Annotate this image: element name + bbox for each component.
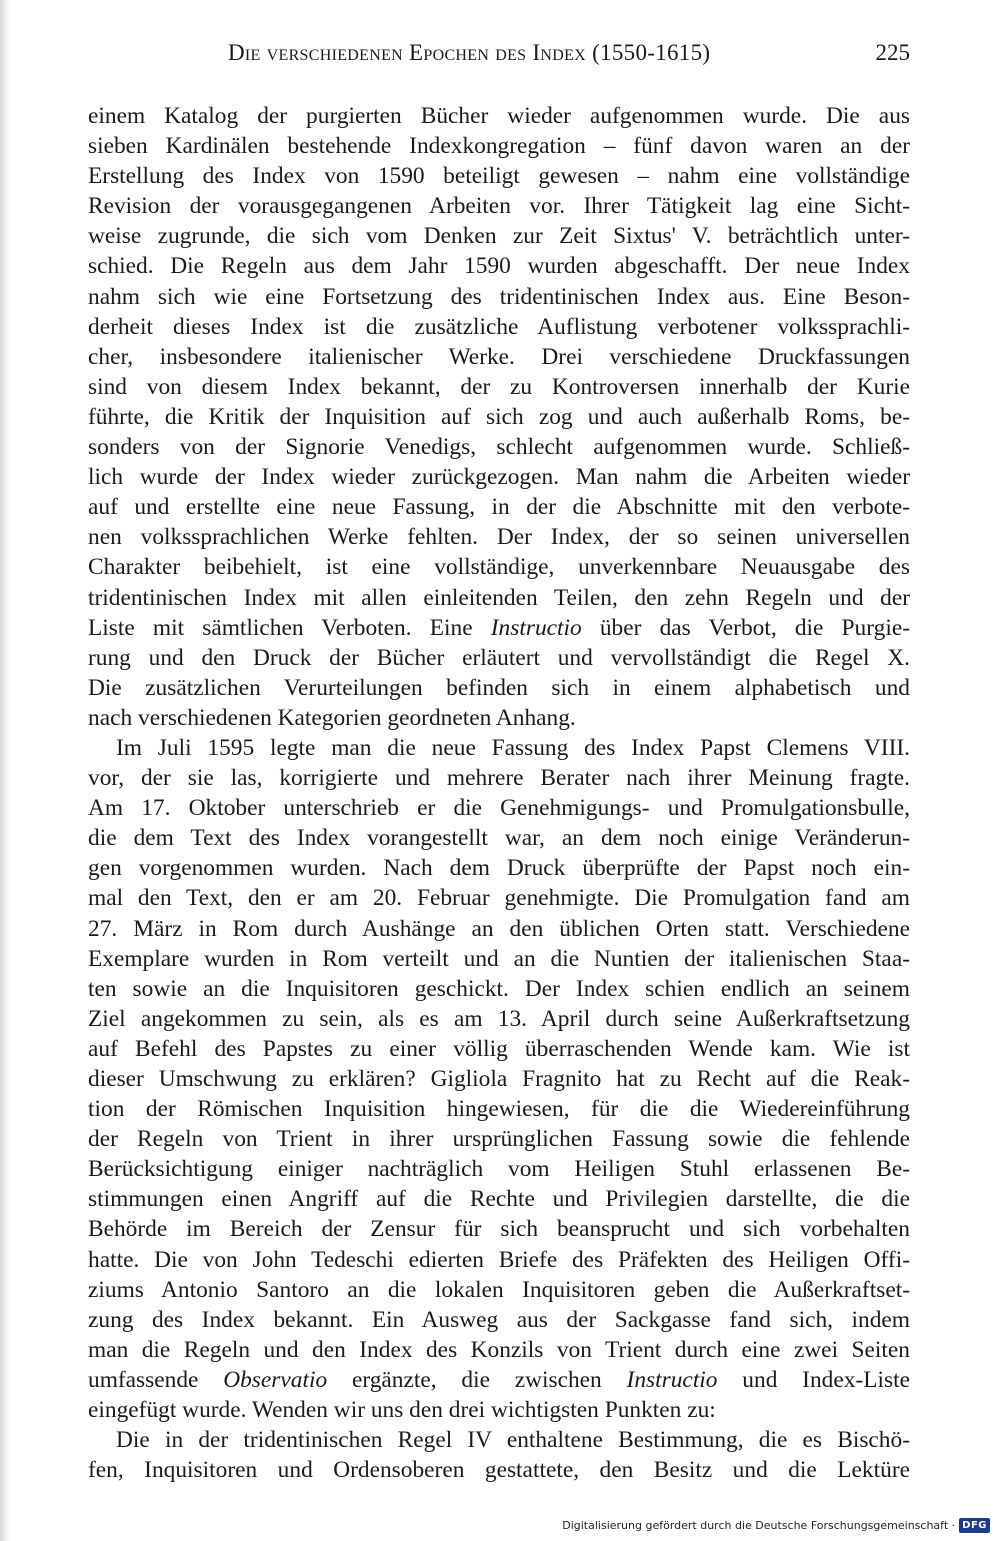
text-segment: die dem Text des Index vorangestellt war, an dem noch einige Veränderun-: [88, 825, 910, 852]
text-line: [88, 1064, 910, 1094]
text-line: [88, 312, 910, 342]
text-line: [88, 823, 910, 853]
text-line: [88, 1305, 910, 1335]
text-line: [88, 883, 910, 913]
text-segment: Die zusätzlichen Verurteilungen befinden sich in einem alphabetisch und: [88, 674, 910, 701]
italic-term: Instructio: [626, 1366, 718, 1393]
text-segment: nach verschiedenen Kategorien geordneten Anhang.: [88, 704, 576, 731]
text-segment: gen vorgenommen wurden. Nach dem Druck überprüfte der Papst noch ein-: [88, 855, 910, 882]
text-segment: und Index-Liste: [717, 1366, 910, 1393]
text-segment: vor, der sie las, korrigierte und mehrere Berater nach ihrer Meinung fragte.: [88, 765, 910, 792]
text-segment: Revision der vorausgegangenen Arbeiten vor. Ihrer Tätigkeit lag eine Sicht-: [88, 193, 910, 220]
text-line: [88, 703, 910, 733]
text-segment: nen volkssprachlichen Werke fehlten. Der Index, der so seinen universellen: [88, 524, 910, 551]
text-segment: sieben Kardinälen bestehende Indexkongregation – fünf davon waren an der: [88, 133, 910, 160]
text-line: [88, 372, 910, 402]
running-header: [228, 40, 910, 74]
text-segment: Charakter beibehielt, ist eine vollständige, unverkennbare Neuausgabe des: [88, 554, 910, 581]
page-edge-shadow: [0, 0, 10, 1541]
text-line: [88, 282, 910, 312]
text-segment: cher, insbesondere italienischer Werke. Drei verschiedene Druckfassungen: [88, 343, 910, 370]
text-segment: über das Verbot, die Purgie-: [581, 614, 910, 641]
text-segment: tridentinischen Index mit allen einleitenden Teilen, den zehn Regeln und der: [88, 584, 910, 611]
text-segment: der Regeln von Trient in ihrer ursprünglichen Fassung sowie die fehlende: [88, 1126, 910, 1153]
text-segment: schied. Die Regeln aus dem Jahr 1590 wurden abgeschafft. Der neue Index: [88, 253, 910, 280]
text-line: [88, 161, 910, 191]
text-segment: Berücksichtigung einiger nachträglich vom Heiligen Stuhl erlassenen Be-: [88, 1156, 910, 1183]
text-segment: 27. März in Rom durch Aushänge an den üblichen Orten statt. Verschiedene: [88, 915, 910, 942]
text-segment: dieser Umschwung zu erklären? Gigliola Fragnito hat zu Recht auf die Reak-: [88, 1066, 910, 1092]
text-segment: Ziel angekommen zu sein, als es am 13. April durch seine Außerkraftsetzung: [88, 1005, 910, 1032]
text-segment: auf Befehl des Papstes zu einer völlig überraschenden Wende kam. Wie ist: [88, 1035, 910, 1062]
text-segment: ten sowie an die Inquisitoren geschickt. Der Index schien endlich an seinem: [88, 975, 910, 1002]
text-line: [88, 1034, 910, 1064]
running-title: Die verschiedenen Epochen des Index (1550-1615): [228, 40, 711, 65]
text-line: [88, 853, 910, 883]
text-segment: ziums Antonio Santoro an die lokalen Inquisitoren geben die Außerkraftset-: [88, 1276, 910, 1303]
text-segment: ergänzte, die zwischen: [327, 1366, 627, 1393]
text-segment: umfassende: [88, 1366, 224, 1393]
footer-credit: Digitalisierung gefördert durch die Deutsche Forschungsgemeinschaft ·: [562, 1518, 956, 1532]
text-segment: zung des Index bekannt. Ein Ausweg aus der Sackgasse fand sich, indem: [88, 1306, 910, 1333]
text-line: [88, 492, 910, 522]
text-line: [88, 793, 910, 823]
text-segment: Im Juli 1595 legte man die neue Fassung des Index Papst Clemens VIII.: [116, 734, 910, 761]
text-segment: stimmungen einen Angriff auf die Rechte und Privilegien darstellte, die die: [88, 1186, 910, 1213]
text-line: [88, 462, 910, 492]
text-segment: Am 17. Oktober unterschrieb er die Genehmigungs- und Promulgationsbulle,: [88, 795, 910, 822]
text-line: [88, 191, 910, 221]
text-line: [88, 342, 910, 372]
text-line: [88, 914, 910, 944]
text-line: [88, 613, 910, 643]
text-segment: eingefügt wurde. Wenden wir uns den drei wichtigsten Punkten zu:: [88, 1397, 716, 1424]
text-line: [88, 1214, 910, 1244]
text-segment: führte, die Kritik der Inquisition auf sich zog und auch außerhalb Roms, be-: [88, 403, 910, 430]
page-number: 225: [875, 40, 910, 65]
text-line: [88, 673, 910, 703]
text-line: [88, 1365, 910, 1395]
text-line: [88, 552, 910, 582]
text-line: [88, 1425, 910, 1455]
text-line: [88, 974, 910, 1004]
digitization-footer: [562, 1515, 990, 1535]
text-line: [88, 221, 910, 251]
text-segment: lich wurde der Index wieder zurückgezogen. Man nahm die Arbeiten wieder: [88, 464, 910, 491]
text-line: [88, 101, 910, 131]
text-segment: derheit dieses Index ist die zusätzliche Auflistung verbotener volkssprachli-: [88, 313, 910, 340]
text-line: [88, 583, 910, 613]
text-segment: man die Regeln und den Index des Konzils von Trient durch eine zwei Seiten: [88, 1336, 910, 1363]
text-segment: einem Katalog der purgierten Bücher wieder aufgenommen wurde. Die aus: [88, 103, 910, 129]
text-segment: weise zugrunde, die sich vom Denken zur Zeit Sixtus' V. beträchtlich unter-: [88, 223, 910, 250]
italic-term: Instructio: [490, 614, 582, 641]
text-segment: auf und erstellte eine neue Fassung, in der die Abschnitte mit den verbote-: [88, 494, 910, 521]
text-line: [88, 131, 910, 161]
text-segment: Behörde im Bereich der Zensur für sich beansprucht und sich vorbehalten: [88, 1216, 910, 1243]
text-line: [88, 1455, 910, 1485]
dfg-logo: DFG: [959, 1518, 990, 1533]
text-line: [88, 1124, 910, 1154]
text-line: [88, 432, 910, 462]
text-line: [88, 1184, 910, 1214]
text-segment: Exemplare wurden in Rom verteilt und an die Nuntien der italienischen Staa-: [88, 945, 910, 972]
text-segment: hatte. Die von John Tedeschi edierten Briefe des Präfekten des Heiligen Offi-: [88, 1246, 910, 1273]
text-segment: fen, Inquisitoren und Ordensoberen gestattete, den Besitz und die Lektüre: [88, 1457, 910, 1484]
text-line: [88, 1335, 910, 1365]
text-line: [88, 1395, 910, 1425]
text-line: [88, 763, 910, 793]
text-line: [88, 643, 910, 673]
text-line: [88, 402, 910, 432]
text-segment: tion der Römischen Inquisition hingewiesen, für die die Wiedereinführung: [88, 1096, 910, 1123]
text-segment: sonders von der Signorie Venedigs, schlecht aufgenommen wurde. Schließ-: [88, 434, 910, 461]
text-line: [88, 1275, 910, 1305]
text-line: [88, 944, 910, 974]
italic-term: Observatio: [223, 1366, 328, 1393]
text-segment: rung und den Druck der Bücher erläutert und vervollständigt die Regel X.: [88, 644, 910, 671]
text-line: [88, 1004, 910, 1034]
text-segment: mal den Text, den er am 20. Februar genehmigte. Die Promulgation fand am: [88, 885, 910, 912]
text-segment: nahm sich wie eine Fortsetzung des tridentinischen Index aus. Eine Beson-: [88, 283, 910, 310]
text-segment: sind von diesem Index bekannt, der zu Kontroversen innerhalb der Kurie: [88, 373, 910, 400]
text-segment: Liste mit sämtlichen Verboten. Eine: [88, 614, 491, 641]
text-line: [88, 1154, 910, 1184]
text-line: [88, 733, 910, 763]
text-segment: Die in der tridentinischen Regel IV enthaltene Bestimmung, die es Bischö-: [116, 1427, 910, 1454]
text-line: [88, 1094, 910, 1124]
text-segment: Erstellung des Index von 1590 beteiligt gewesen – nahm eine vollständige: [88, 163, 910, 190]
text-line: [88, 251, 910, 281]
text-line: [88, 1245, 910, 1275]
body-text: [88, 101, 910, 1485]
text-line: [88, 522, 910, 552]
